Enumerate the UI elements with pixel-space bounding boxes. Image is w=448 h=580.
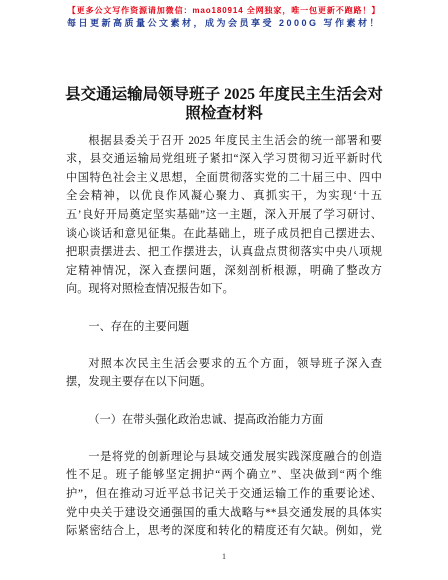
paragraph-line: 性不足。班子能够坚定拥护“两个确立”、坚决做到“两个维 [66, 469, 382, 482]
paragraph-line: 根据县委关于召开 2025 年度民主生活会的统一部署和要 [88, 134, 382, 147]
paragraph-line: 求，县交通运输局党组班子紧扣“深入学习贯彻习近平新时代 [66, 153, 382, 166]
banner-line-membership: 每日更新高质量公文素材，成为会员享受 2000G 写作素材！ [66, 18, 382, 28]
promo-banner [0, 4, 448, 30]
subsection-heading: （一）在带头强化政治忠诚、提高政治能力方面 [88, 413, 324, 426]
intro-paragraph [66, 132, 382, 299]
subsection-heading-block [66, 411, 382, 430]
paragraph-line: 把职责摆进去、把工作摆进去，认真盘点贯彻落实中央八项规 [66, 246, 382, 259]
paragraph-line: 护”，但在推动习近平总书记关于交通运输工作的重要论述、 [66, 487, 382, 500]
paragraph-line: 党中央关于建设交通强国的重大战略与**县交通发展的具体实 [66, 506, 382, 519]
title-line: 县交通运输局领导班子 2025 年度民主生活会对 [65, 86, 383, 103]
page-number: 1 [222, 552, 226, 561]
paragraph-line: 对照本次民主生活会要求的五个方面，领导班子深入查 [88, 357, 382, 370]
paragraph-line: 中国特色社会主义思想，全面贯彻落实党的二十届三中、四中 [66, 171, 382, 184]
title-line: 照检查材料 [185, 104, 263, 122]
paragraph-line: 一是将党的创新理论与县域交通发展实践深度融合的创造 [88, 450, 382, 463]
paragraph-line: 全会精神，以优良作风凝心聚力、真抓实干，为实现‘十五 [66, 190, 382, 203]
document-body [66, 132, 382, 560]
section-heading: 一、存在的主要问题 [88, 320, 190, 333]
paragraph-line: 定精神情况，深入查摆问题，深刻剖析根源，明确了整改方 [66, 264, 382, 277]
paragraph-line: 谈心谈话和意见征集。在此基础上，班子成员把自己摆进去、 [66, 227, 382, 240]
point-paragraph [66, 448, 382, 541]
paragraph-line: 际紧密结合上，思考的深度和转化的精度还有欠缺。例如，党 [66, 525, 382, 538]
section-lead-paragraph [66, 355, 382, 392]
document-title [0, 86, 448, 123]
paragraph-line: 五’良好开局奠定坚实基础”这一主题，深入开展了学习研讨、 [66, 209, 382, 222]
paragraph-line: 摆，发现主要存在以下问题。 [66, 376, 212, 389]
banner-line-wechat: 【更多公文写作资源请加微信：mao180914 全网独家，唯一包更新不跑路！】 [67, 6, 381, 15]
paragraph-line: 向。现将对照检查情况报告如下。 [66, 283, 234, 296]
section-heading-block [66, 318, 382, 337]
